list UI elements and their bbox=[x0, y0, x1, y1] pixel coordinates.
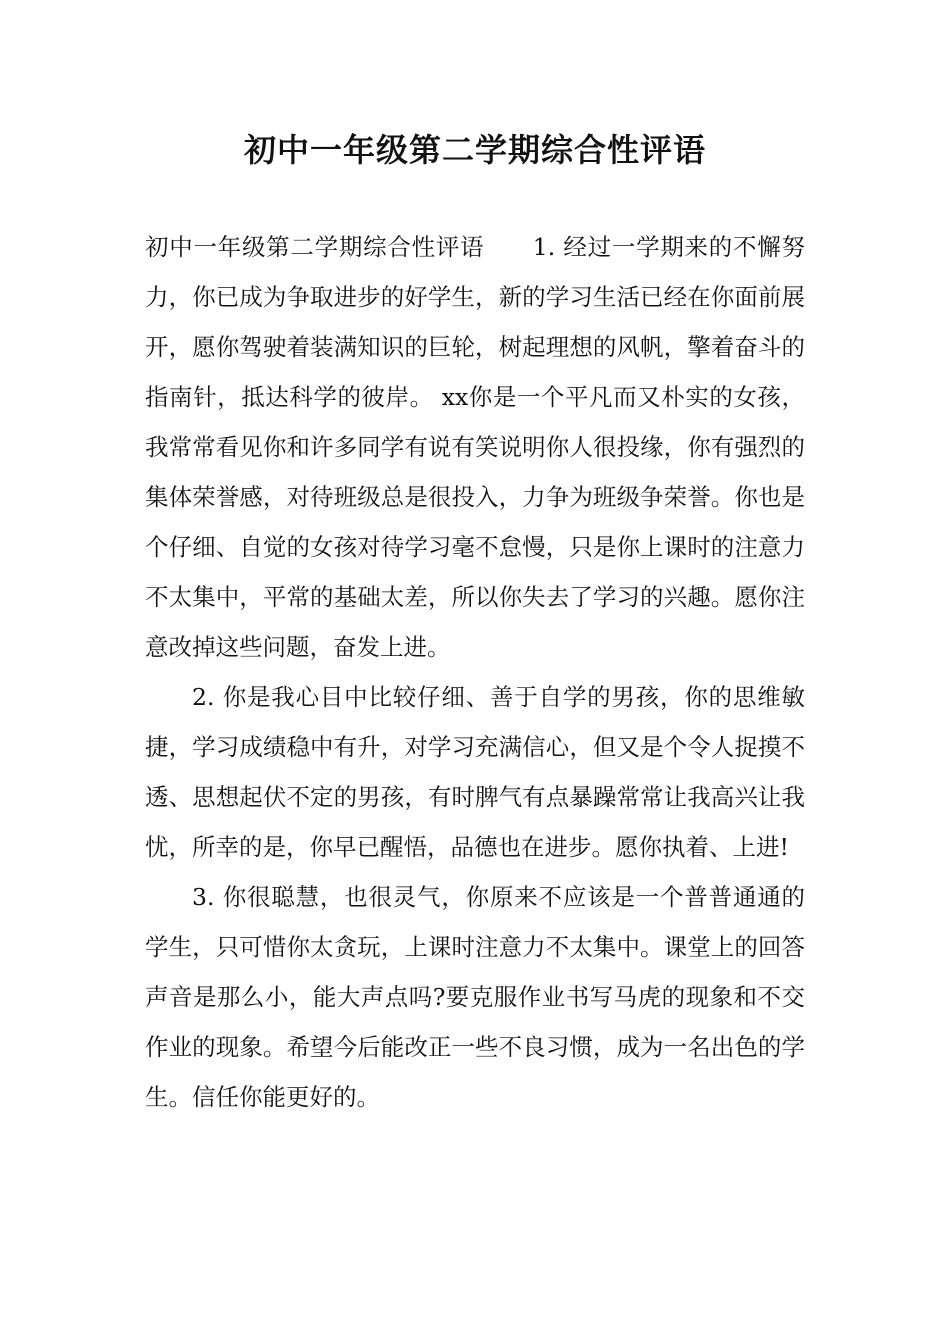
paragraph-3: 3. 你很聪慧，也很灵气，你原来不应该是一个普普通通的学生，只可惜你太贪玩，上课时注意力不太集中。课堂上的回答声音是那么小，能大声点吗?要克服作业书写马虎的现象和不交作业的现象。希望今后能改正一些不良习惯，成为一名出色的学生。信任你能更好的。 bbox=[145, 883, 805, 1111]
document-title: 初中一年级第二学期综合性评语 bbox=[243, 131, 706, 169]
paragraph-1: 初中一年级第二学期综合性评语 1. 经过一学期来的不懈努力，你已成为争取进步的好学生，新的学习生活已经在你面前展开，愿你驾驶着装满知识的巨轮，树起理想的风帆，擎着奋斗的指南针，抵达科学的彼岸。 xx你是一个平凡而又朴实的女孩，我常常看见你和许多同学有说有笑说明你人很投缘，你有强烈的集体荣誉感，对待班级总是很投入，力争为班级争荣誉。你也是个仔细、自觉的女孩对待学习毫不怠慢，只是你上课时的注意力不太集中，平常的基础太差，所以你失去了学习的兴趣。愿你注意改掉这些问题，奋发上进。 bbox=[145, 233, 805, 661]
paragraph-2: 2. 你是我心目中比较仔细、善于自学的男孩，你的思维敏捷，学习成绩稳中有升，对学习充满信心，但又是个令人捉摸不透、思想起伏不定的男孩，有时脾气有点暴躁常常让我高兴让我忧，所幸的是，你早已醒悟，品德也在进步。愿你执着、上进! bbox=[145, 683, 805, 861]
document-body bbox=[145, 222, 805, 1122]
